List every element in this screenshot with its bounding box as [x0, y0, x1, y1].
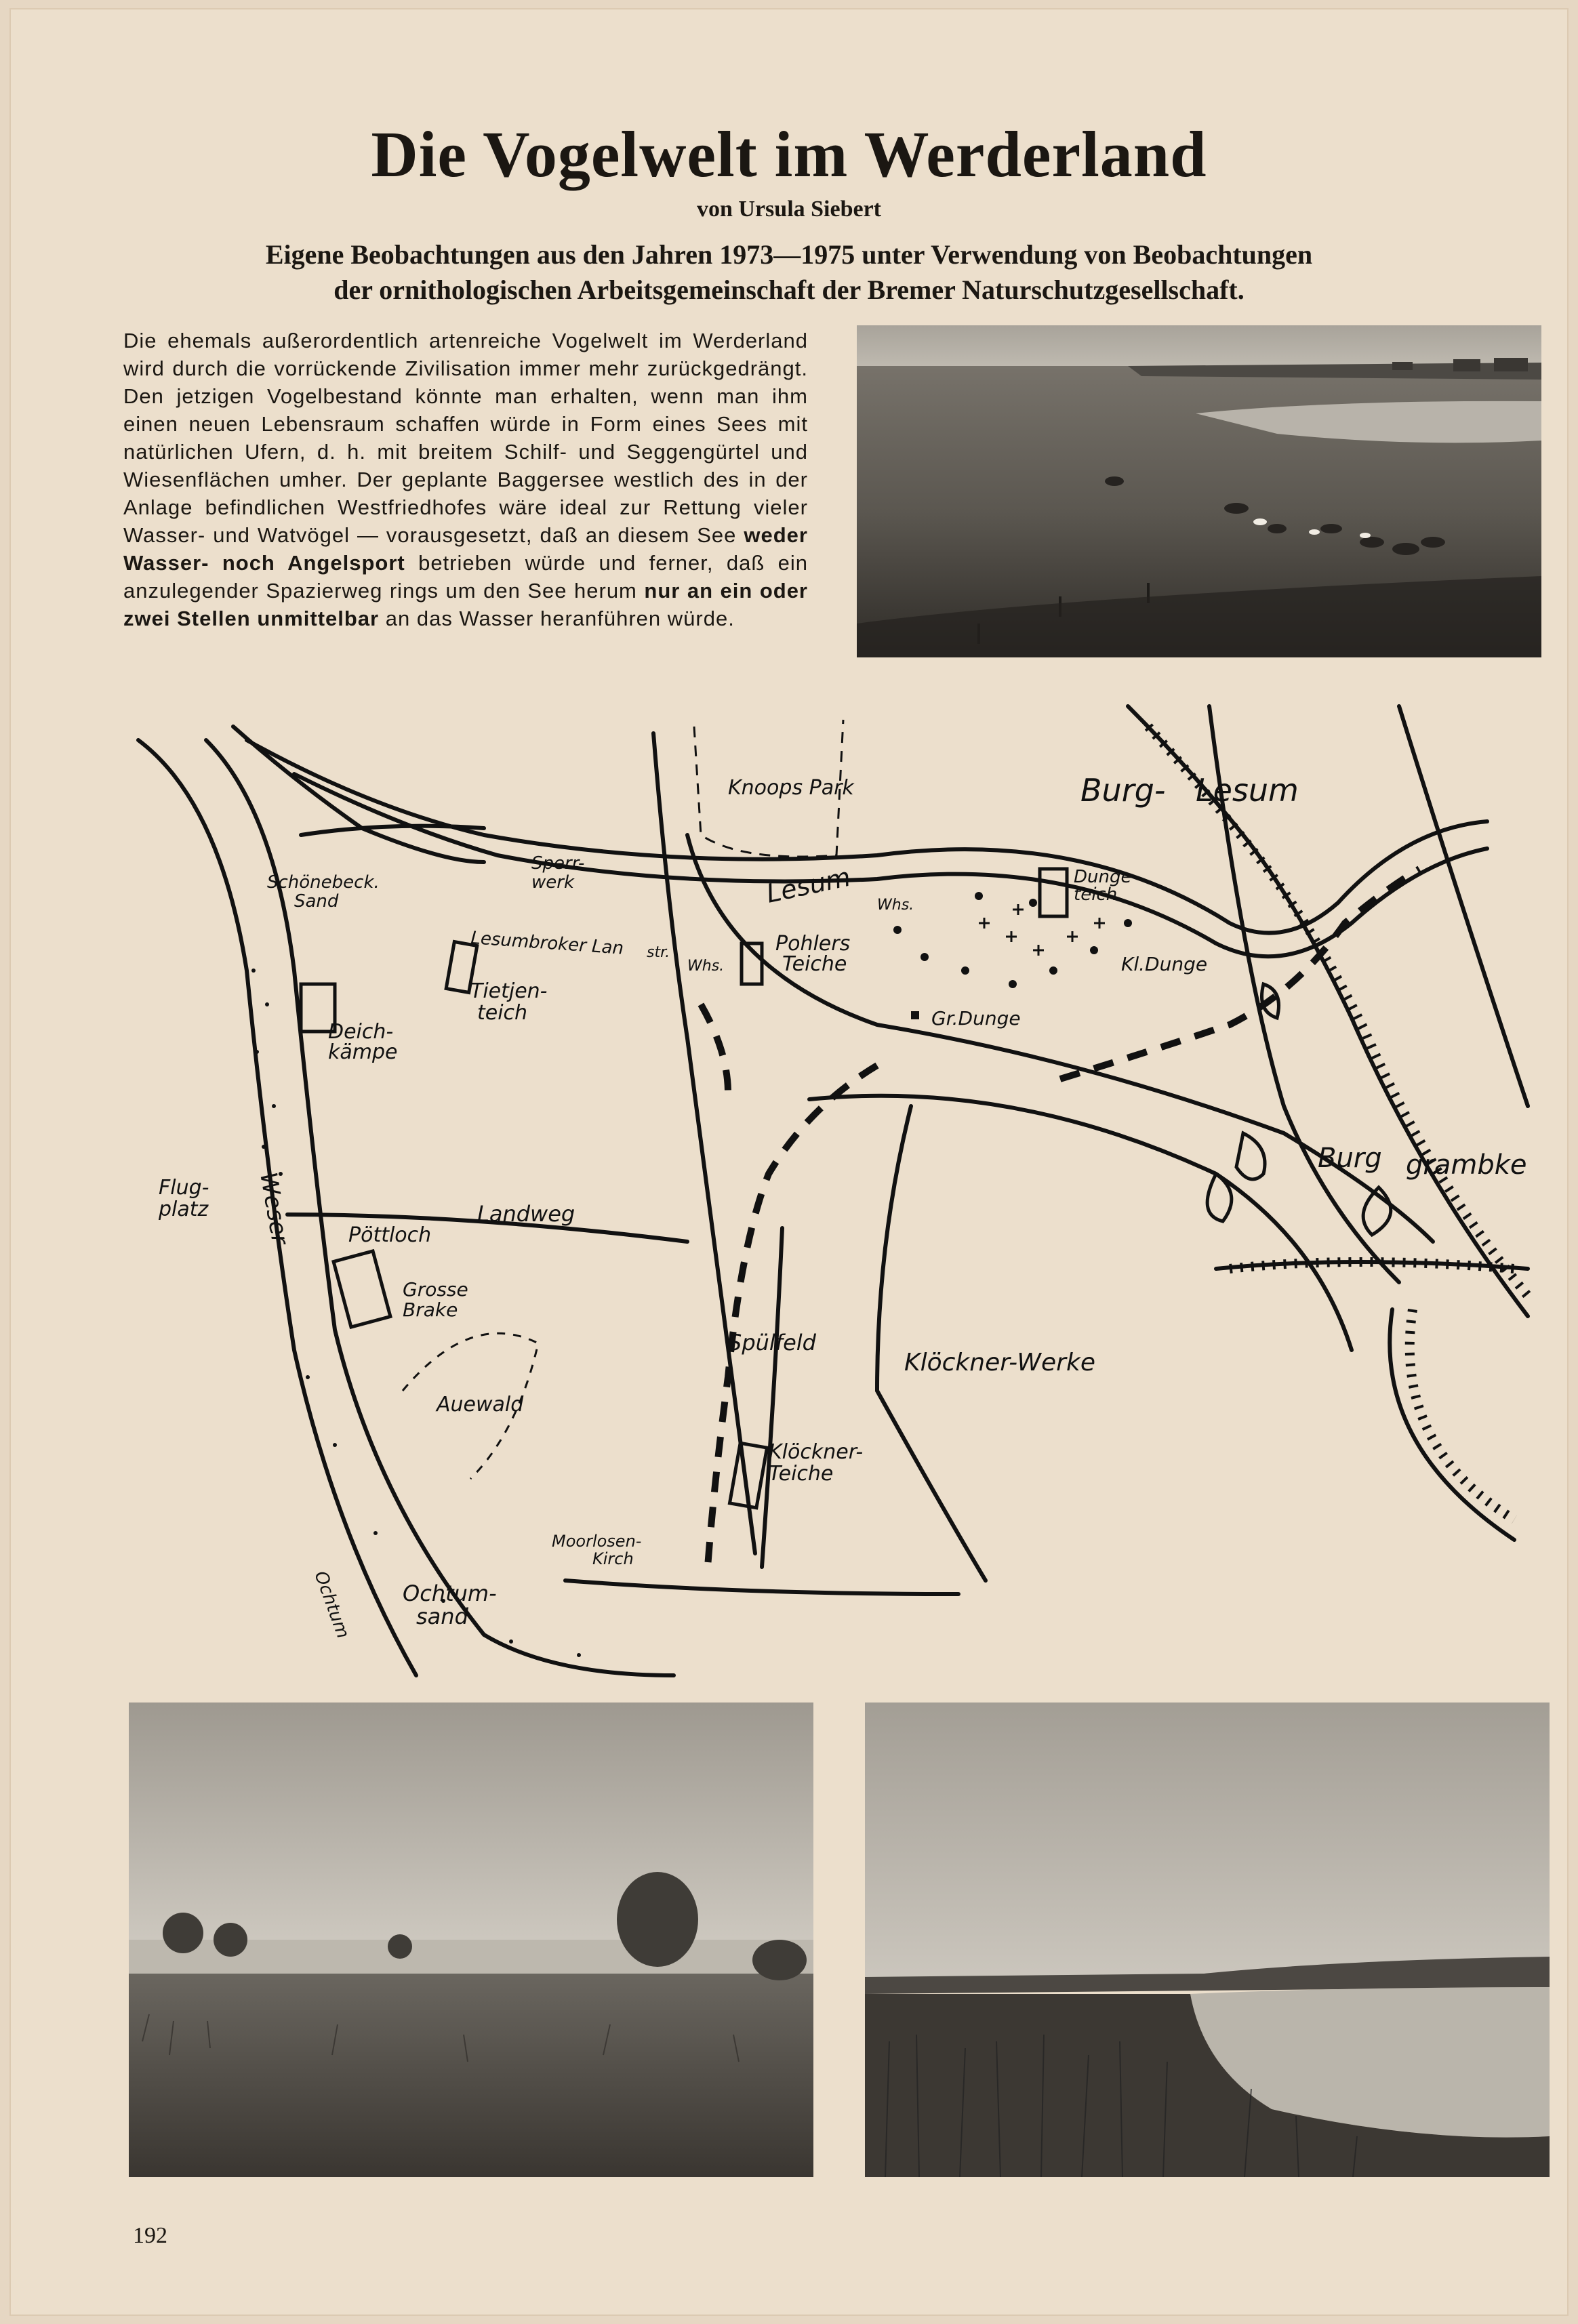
subtitle-line-1: Eigene Beobachtungen aus den Jahren 1973—1975 unter Verwendung von Beobachtungen: [265, 239, 1313, 270]
article-subtitle: [186, 237, 1392, 308]
label-tietjen: Tietjen-: [470, 979, 548, 1003]
article-title: Die Vogelwelt im Werderland: [371, 118, 1207, 190]
label-burg-2: Burg: [1318, 1143, 1382, 1174]
body-paragraph: [123, 327, 808, 632]
subtitle-line-2: der ornithologischen Arbeitsgemeinschaft der Bremer Naturschutzgesellschaft.: [333, 274, 1245, 305]
photo-cattle-meadow: [857, 325, 1541, 657]
werderland-map: [132, 699, 1541, 1696]
label-lesum-town: Lesum: [1196, 772, 1299, 809]
photo-flooded-meadow: [129, 1703, 813, 2177]
label-grambke: grambke: [1406, 1149, 1527, 1181]
page: [9, 8, 1569, 2316]
label-weser: Weser: [254, 1170, 294, 1247]
label-moorlosen: Moorlosen-: [552, 1532, 642, 1551]
photo-pond-reeds: [865, 1703, 1550, 2177]
label-kloeckner-werke: Klöckner-Werke: [904, 1349, 1095, 1377]
label-ochtum: Ochtum-: [403, 1581, 497, 1606]
page-number: 192: [133, 2223, 167, 2248]
label-burg: Burg-: [1080, 772, 1166, 809]
label-flug: Flug-: [159, 1176, 209, 1200]
label-whs-1: Whs.: [687, 958, 725, 975]
label-kirch: Kirch: [592, 1549, 634, 1568]
body-part-3: an das Wasser heranführen würde.: [385, 607, 735, 630]
label-deich: Deich-: [328, 1020, 394, 1044]
label-landweg: Landweg: [477, 1201, 575, 1227]
label-schoenebeck: Schönebeck.: [267, 872, 380, 893]
label-teiche-2: Teiche: [769, 1462, 834, 1486]
article-byline: von Ursula Siebert: [697, 197, 881, 222]
label-sand-2: sand: [416, 1604, 468, 1629]
label-pohlers: Pohlers: [775, 932, 851, 956]
label-sperr: Sperr-: [531, 853, 585, 874]
label-grosse: Grosse: [403, 1278, 468, 1301]
label-teich-1: teich: [1074, 884, 1118, 905]
label-werk: werk: [531, 872, 575, 893]
label-str: str.: [647, 944, 670, 961]
label-lesumbroker: Lesumbroker Lan: [470, 928, 624, 959]
label-auewald: Auewald: [437, 1393, 524, 1416]
body-bold-2: nur an ein oder zwei Stellen unmittelbar: [123, 579, 808, 630]
body-bold-1: weder Wasser- noch Angelsport: [123, 523, 808, 575]
label-knoops-park: Knoops Park: [728, 776, 854, 800]
label-platz: platz: [159, 1198, 209, 1221]
label-dunge: Dunge-: [1074, 867, 1138, 887]
label-lesum-river: Lesum: [763, 861, 853, 909]
label-poettloch: Pöttloch: [348, 1223, 432, 1247]
body-part-1: Die ehemals außerordentlich artenreiche Vogelwelt im Werderland wird durch die vorrückende Zivilisation immer mehr zurückgedrängt. Den jetzigen Vogelbestand könnte man erhalten, wenn man ihm einen neuen Lebensraum schaffen würde in Form eines Sees mit natürlichen Ufern, d. h. mit breitem Schilf- und Seggengürtel und Wiesenflächen umher. Der geplante Baggersee westlich des in der Anlage befindlichen Westfriedhofes wäre ideal zur Rettung vieler Wasser- und Watvögel — vorausgesetzt, daß an diesem See: [123, 329, 808, 547]
label-kl-dunge: Kl.Dunge: [1121, 953, 1208, 975]
body-part-2: betrieben würde und ferner, daß ein anzulegender Spazierweg rings um den See herum: [123, 551, 808, 603]
label-whs-2: Whs.: [877, 897, 914, 914]
label-ochtum-river: Ochtum: [310, 1568, 353, 1642]
label-kaempe: kämpe: [328, 1040, 398, 1064]
label-gr-dunge: Gr.Dunge: [931, 1007, 1021, 1030]
label-teich-2: teich: [477, 1001, 528, 1025]
label-kloeckner: Klöckner-: [769, 1440, 864, 1464]
label-sand: Sand: [294, 891, 339, 912]
label-spuelfeld: Spülfeld: [728, 1330, 816, 1355]
label-teiche-1: Teiche: [782, 952, 847, 976]
label-brake: Brake: [403, 1299, 458, 1321]
